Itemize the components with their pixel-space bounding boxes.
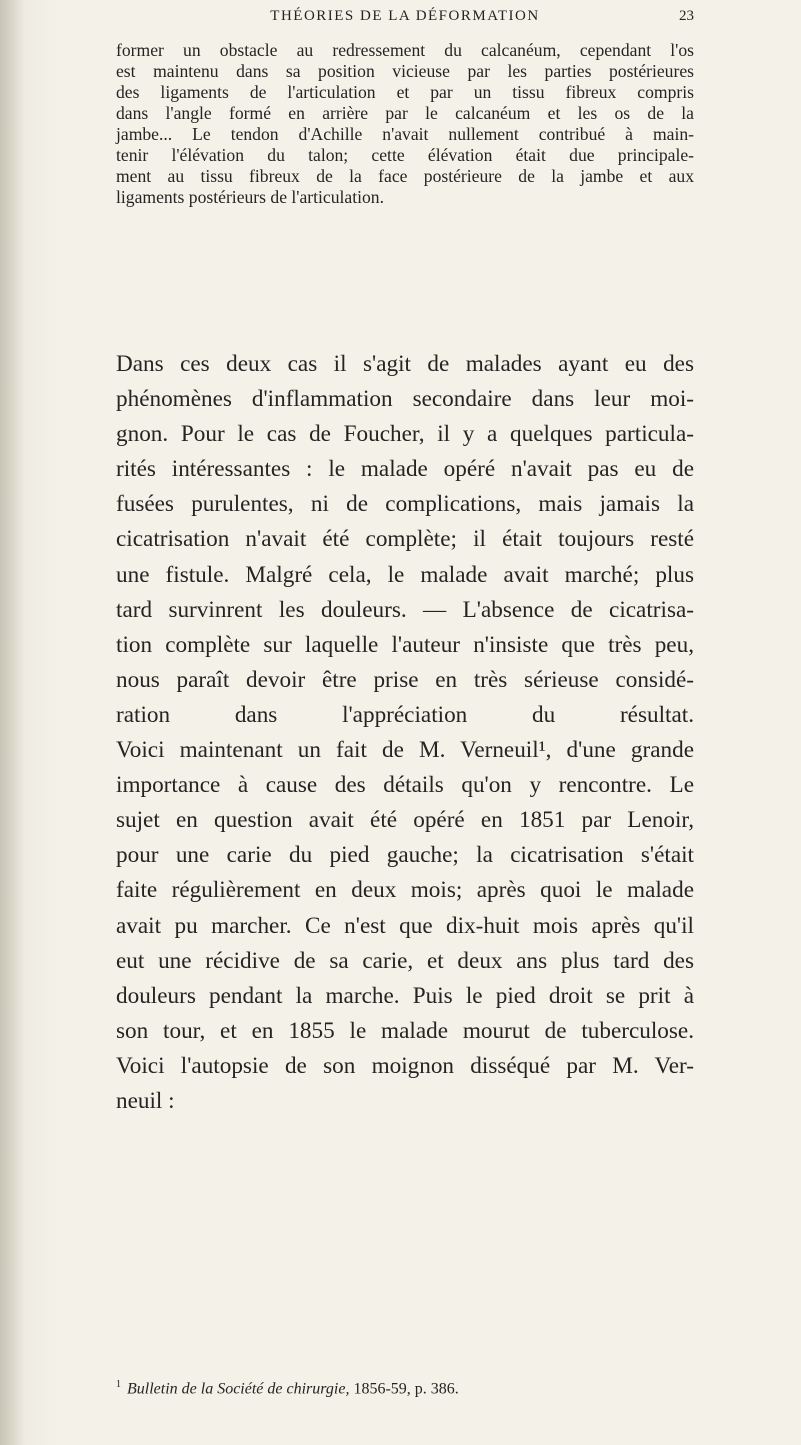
text-line: rités intéressantes : le malade opéré n'avait pas eu de [116, 456, 694, 483]
running-title: THÉORIES DE LA DÉFORMATION [270, 8, 540, 24]
text-line: son tour, et en 1855 le malade mourut de tuberculose. [116, 1017, 694, 1044]
text-line: tard survinrent les douleurs. — L'absence de cicatrisa- [116, 596, 694, 623]
text-line: sujet en question avait été opéré en 1851 par Lenoir, [116, 807, 694, 834]
binding-shadow [0, 0, 24, 1445]
text-line: des ligaments de l'articulation et par un tissu fibreux compris [116, 82, 694, 102]
text-line: avait pu marcher. Ce n'est que dix-huit mois après qu'il [116, 912, 694, 939]
text-line: cicatrisation n'avait été complète; il était toujours resté [116, 526, 694, 553]
text-line: tenir l'élévation du talon; cette élévation était due principale- [116, 145, 694, 165]
text-line: Dans ces deux cas il s'agit de malades ayant eu des [116, 351, 694, 377]
quoted-paragraph [116, 40, 694, 208]
text-line: douleurs pendant la marche. Puis le pied droit se prit à [116, 982, 694, 1009]
text-line: est maintenu dans sa position vicieuse par les parties postérieures [116, 61, 694, 81]
text-line: pour une carie du pied gauche; la cicatrisation s'était [116, 842, 694, 869]
text-line: une fistule. Malgré cela, le malade avait marché; plus [116, 561, 694, 588]
main-paragraph [116, 347, 694, 1119]
footnote-reference: 1856-59, p. 386. [349, 1380, 459, 1398]
text-line: ment au tissu fibreux de la face postérieure de la jambe et aux [116, 166, 694, 186]
text-line: jambe... Le tendon d'Achille n'avait nullement contribué à main- [116, 124, 694, 144]
text-line: dans l'angle formé en arrière par le calcanéum et les os de la [116, 103, 694, 123]
text-line: ligaments postérieurs de l'articulation. [116, 187, 384, 207]
footnote [116, 1379, 694, 1398]
text-line: importance à cause des détails qu'on y rencontre. Le [116, 772, 694, 799]
text-line: fusées purulentes, ni de complications, mais jamais la [116, 491, 694, 518]
footnote-title: Bulletin de la Société de chirurgie, [127, 1380, 350, 1398]
text-line: Voici maintenant un fait de M. Verneuil¹, d'une grande [116, 737, 694, 764]
text-line: ration dans l'appréciation du résultat. [116, 701, 694, 728]
text-line: former un obstacle au redressement du calcanéum, cependant l'os [116, 40, 694, 60]
text-line: faite régulièrement en deux mois; après quoi le malade [116, 877, 694, 904]
text-line: phénomènes d'inflammation secondaire dans leur moi- [116, 386, 694, 413]
text-line: Voici l'autopsie de son moignon disséqué par M. Ver- [116, 1052, 694, 1079]
text-line: neuil : [116, 1087, 175, 1114]
text-line: eut une récidive de sa carie, et deux ans plus tard des [116, 947, 694, 974]
page-header [116, 8, 694, 30]
text-line: gnon. Pour le cas de Foucher, il y a quelques particula- [116, 421, 694, 448]
footnote-marker: 1 [116, 1379, 121, 1390]
text-line: tion complète sur laquelle l'auteur n'insiste que très peu, [116, 631, 694, 658]
text-line: nous paraît devoir être prise en très sérieuse considé- [116, 666, 694, 693]
page-number: 23 [679, 8, 694, 24]
